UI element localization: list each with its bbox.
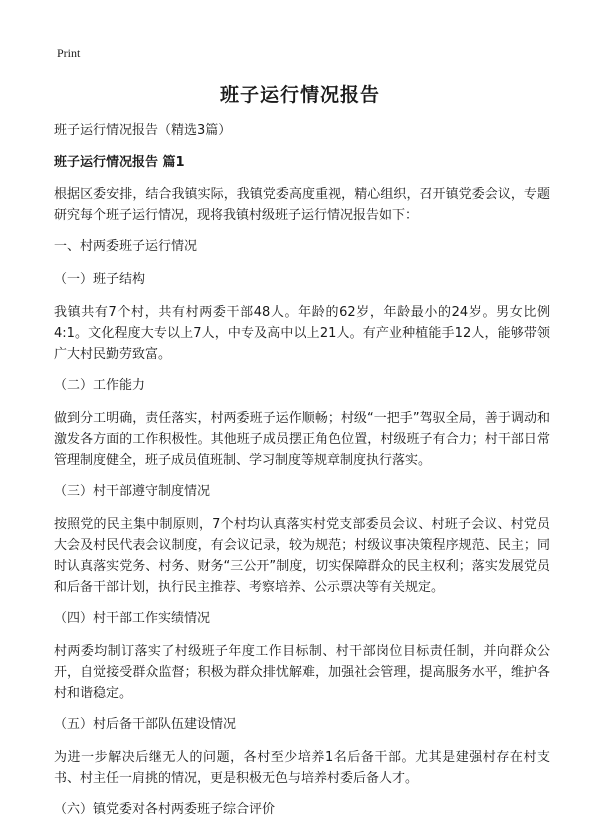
paragraph: 村两委均制订落实了村级班子年度工作目标制、村干部岗位目标责任制，并向群众公开，自觉接受群众监督；积极为群众排忧解难，加强社会管理，提高服务水平，维护各村和谐稳定。: [54, 644, 550, 701]
subsection-heading: （四）村干部工作实绩情况: [54, 611, 211, 626]
subsection-heading: （五）村后备干部队伍建设情况: [54, 717, 237, 732]
paragraph: 根据区委安排，结合我镇实际，我镇党委高度重视，精心组织，召开镇党委会议，专题研究每个班子运行情况，现将我镇村级班子运行情况报告如下：: [54, 187, 550, 223]
paragraph: 按照党的民主集中制原则，7个村均认真落实村党支部委员会议、村班子会议、村党员大会及村民代表会议制度，有会议记录，较为规范；村级议事决策程序规范、民主；同时认真落实党务、村务、财务“三公开”制度，切实保障群众的民主权利；落实发展党员和后备干部计划，执行民主推荐、考察培养、公示票决等有关规定。: [54, 517, 550, 595]
paragraph: 我镇共有7个村，共有村两委干部48人。年龄的62岁，年龄最小的24岁。男女比例4:1。文化程度大专以上7人，中专及高中以上21人。有产业种植能手12人，能够带领广大村民勤劳致富。: [54, 305, 550, 362]
document-title: 班子运行情况报告: [219, 84, 380, 106]
paragraph: 做到分工明确，责任落实，村两委班子运作顺畅；村级“一把手”驾驭全局，善于调动和激发各方面的工作积极性。其他班子成员摆正角色位置，村级班子有合力；村干部日常管理制度健全，班子成员值班制、学习制度等规章制度执行落实。: [54, 411, 550, 468]
document-subtitle: 班子运行情况报告（精选3篇）: [54, 123, 232, 138]
subsection-heading: （三）村干部遵守制度情况: [54, 484, 211, 499]
subsection-heading: （六）镇党委对各村两委班子综合评价: [54, 802, 276, 817]
document-body: [54, 120, 550, 832]
part-heading: 班子运行情况报告 篇1: [54, 155, 185, 170]
subsection-heading: （二）工作能力: [54, 378, 146, 393]
subsection-heading: （一）班子结构: [54, 272, 146, 287]
paragraph: 为进一步解决后继无人的问题，各村至少培养1名后备干部。尤其是建强村存在村支书、村主任一肩挑的情况，更是积极无色与培养村委后备人才。: [54, 750, 550, 786]
print-link[interactable]: Print: [57, 46, 81, 60]
section-heading: 一、村两委班子运行情况: [54, 239, 198, 254]
